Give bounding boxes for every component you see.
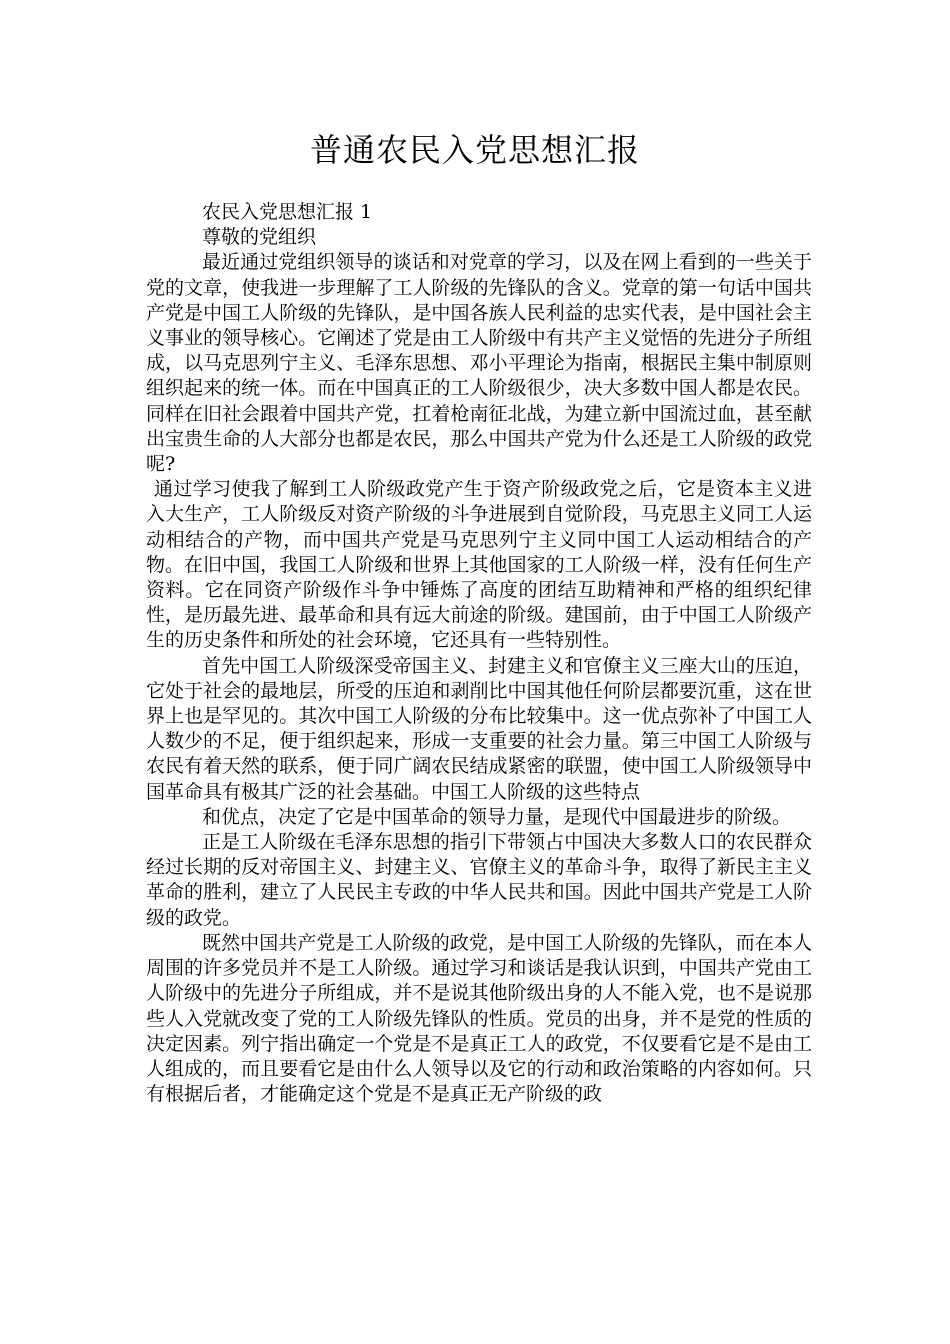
paragraph-1: 最近通过党组织领导的谈话和对党章的学习，以及在网上看到的一些关于党的文章，使我进一步理解了工人阶级的先锋队的含义。党章的第一句话中国共产党是中国工人阶级的先锋队，是中国各族人民利益的忠实代表，是中国社会主义事业的领导核心。它阐述了党是由工人阶级中有共产主义觉悟的先进分子所组成，以马克思列宁主义、毛泽东思想、邓小平理论为指南，根据民主集中制原则组织起来的统一体。而在中国真正的工人阶级很少，决大多数中国人都是农民。同样在旧社会跟着中国共产党，扛着枪南征北战，为建立新中国流过血，甚至献出宝贵生命的人大部分也都是农民，那么中国共产党为什么还是工人阶级的政党呢?	[146, 251, 812, 476]
subheading: 农民入党思想汇报 1	[202, 201, 373, 223]
salutation: 尊敬的党组织	[202, 226, 317, 249]
paragraph-4: 和优点，决定了它是中国革命的领导力量，是现代中国最进步的阶级。	[202, 805, 792, 828]
document-title: 普通农民入党思想汇报	[309, 131, 640, 169]
paragraph-3: 首先中国工人阶级深受帝国主义、封建主义和官僚主义三座大山的压迫，它处于社会的最地层，所受的压迫和剥削比中国其他任何阶层都要沉重，这在世界上也是罕见的。其次中国工人阶级的分布比较集中。这一优点弥补了中国工人人数少的不足，便于组织起来，形成一支重要的社会力量。第三中国工人阶级与农民有着天然的联系，便于同广阔农民结成紧密的联盟，使中国工人阶级领导中国革命具有极其广泛的社会基础。中国工人阶级的这些特点	[146, 654, 812, 803]
paragraph-5: 正是工人阶级在毛泽东思想的指引下带领占中国决大多数人口的农民群众经过长期的反对帝国主义、封建主义、官僚主义的革命斗争，取得了新民主主义革命的胜利，建立了人民民主专政的中华人民共和国。因此中国共产党是工人阶级的政党。	[146, 831, 812, 929]
document-body	[146, 200, 812, 1107]
paragraph-2: 通过学习使我了解到工人阶级政党产生于资产阶级政党之后，它是资本主义进入大生产，工人阶级反对资产阶级的斗争进展到自觉阶段，马克思主义同工人运动相结合的产物，而中国共产党是马克思列宁主义同中国工人运动相结合的产物。在旧中国，我国工人阶级和世界上其他国家的工人阶级一样，没有任何生产资料。它在同资产阶级作斗争中锤炼了高度的团结互助精神和严格的组织纪律性，是历最先进、最革命和具有远大前途的阶级。建国前，由于中国工人阶级产生的历史条件和所处的社会环境，它还具有一些特别性。	[146, 478, 812, 652]
paragraph-6: 既然中国共产党是工人阶级的政党，是中国工人阶级的先锋队，而在本人周围的许多党员并不是工人阶级。通过学习和谈话是我认识到，中国共产党由工人阶级中的先进分子所组成，并不是说其他阶级出身的人不能入党，也不是说那些人入党就改变了党的工人阶级先锋队的性质。党员的出身，并不是党的性质的决定因素。列宁指出确定一个党是不是真正工人的政党，不仅要看它是不是由工人组成的，而且要看它是由什么人领导以及它的行动和政治策略的内容如何。只有根据后者，才能确定这个党是不是真正无产阶级的政	[146, 931, 812, 1106]
